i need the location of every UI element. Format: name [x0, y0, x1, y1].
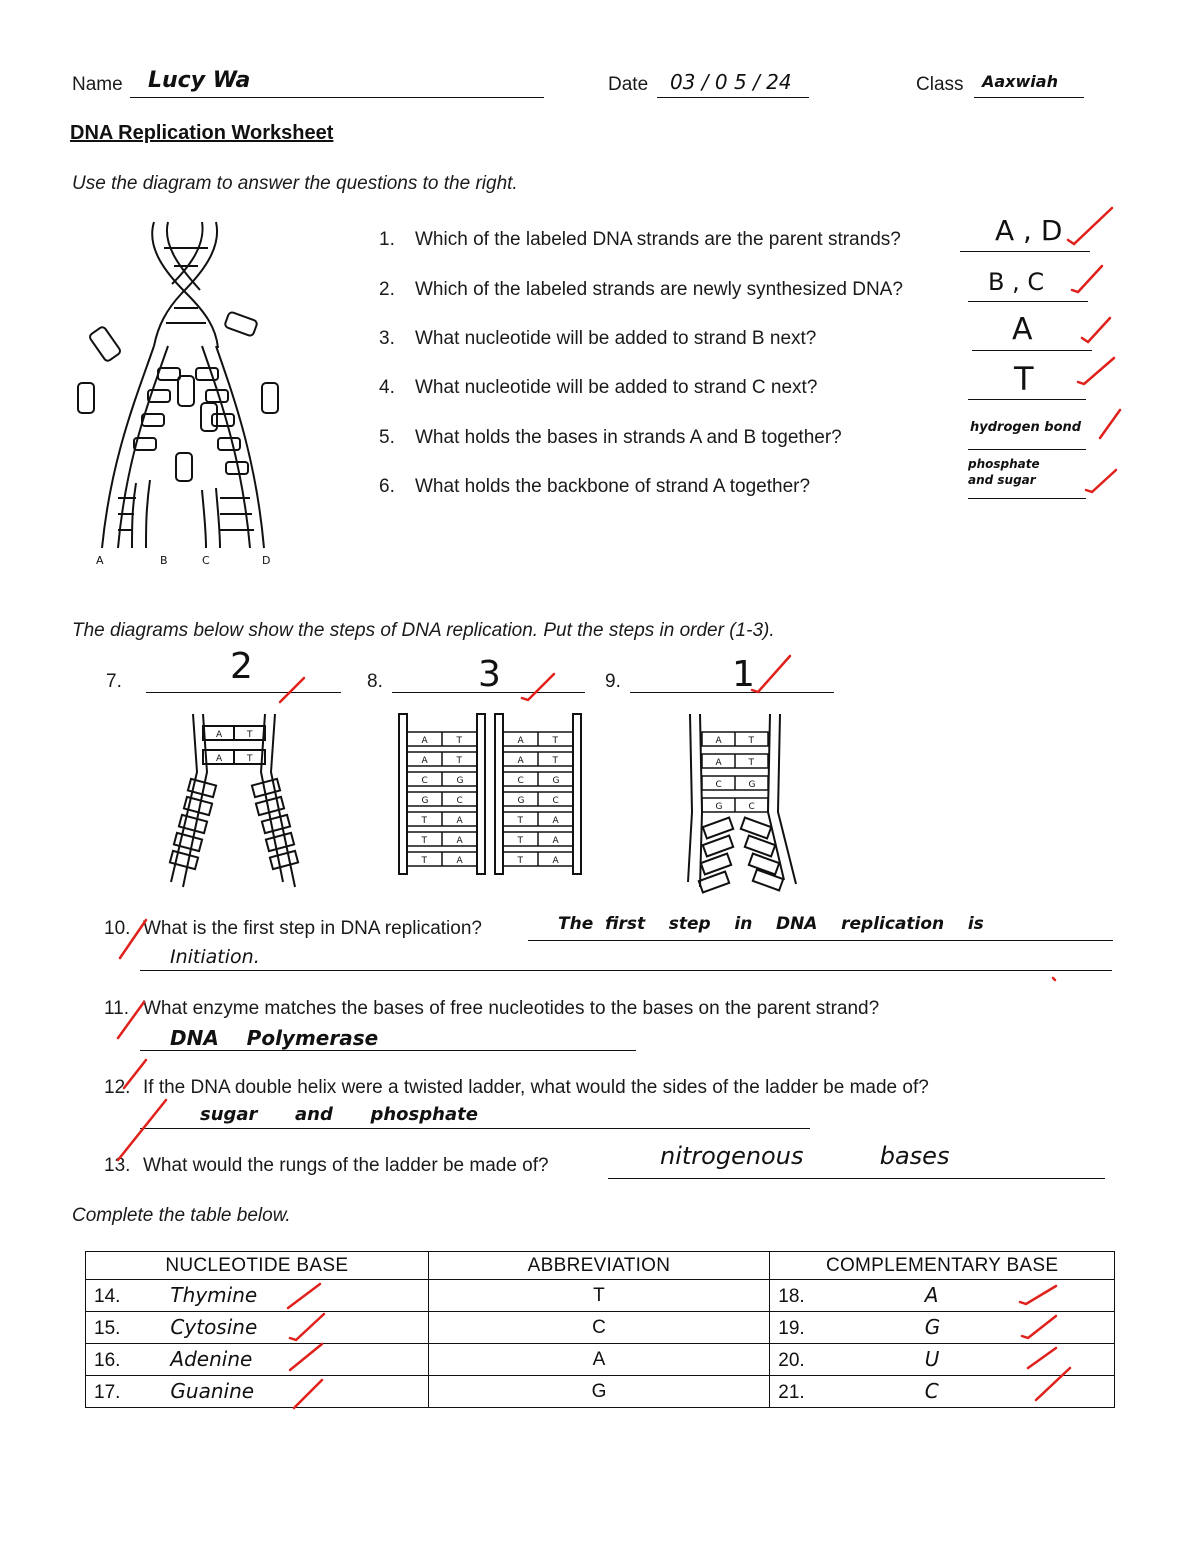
- answer-11[interactable]: DNA Polymerase: [170, 1026, 379, 1050]
- base-answer[interactable]: Guanine: [170, 1379, 255, 1403]
- question-number: 3.: [379, 328, 395, 349]
- answer-4[interactable]: T: [1014, 360, 1034, 398]
- step-7-answer[interactable]: 2: [230, 646, 253, 687]
- base-label: A: [216, 730, 223, 740]
- class-label: Class: [916, 74, 964, 95]
- date-label: Date: [608, 74, 649, 95]
- base-label: G: [715, 802, 723, 812]
- row-number: 18.: [778, 1286, 805, 1307]
- step-9-diagram: [686, 712, 816, 902]
- base-label: T: [552, 736, 558, 746]
- question-text: What nucleotide will be added to strand C next?: [415, 377, 818, 398]
- base-answer[interactable]: Cytosine: [170, 1315, 258, 1339]
- abbreviation: C: [428, 1312, 770, 1344]
- base-label: A: [517, 736, 524, 746]
- name-line: [130, 97, 544, 98]
- row-number: 20.: [778, 1350, 805, 1371]
- row-number: 14.: [94, 1286, 121, 1307]
- question-number: 10.: [104, 918, 131, 939]
- answer-1[interactable]: A , D: [995, 214, 1063, 247]
- base-label: A: [456, 816, 463, 826]
- answer-6[interactable]: phosphate and sugar: [968, 457, 1040, 487]
- table-header: ABBREVIATION: [428, 1252, 770, 1280]
- answer-2[interactable]: B , C: [988, 268, 1045, 296]
- question-text: What is the first step in DNA replication?: [143, 918, 482, 939]
- question-text: What holds the bases in strands A and B together?: [415, 427, 842, 448]
- abbreviation: T: [428, 1280, 770, 1312]
- answer-10-line-2[interactable]: Initiation.: [170, 946, 260, 968]
- base-label: G: [552, 776, 560, 786]
- base-label: C: [715, 780, 722, 790]
- row-number: 19.: [778, 1318, 805, 1339]
- base-label: A: [715, 758, 722, 768]
- base-label: A: [517, 756, 524, 766]
- base-label: C: [421, 776, 428, 786]
- base-label: A: [552, 816, 559, 826]
- step-9-answer[interactable]: 1: [732, 654, 755, 695]
- base-label: A: [715, 736, 722, 746]
- base-label: T: [552, 756, 558, 766]
- question-number: 5.: [379, 427, 395, 448]
- base-label: A: [456, 836, 463, 846]
- step-8-answer[interactable]: 3: [478, 654, 501, 695]
- question-text: What would the rungs of the ladder be made of?: [143, 1155, 549, 1176]
- question-text: What nucleotide will be added to strand B next?: [415, 328, 817, 349]
- question-number: 12.: [104, 1077, 131, 1098]
- date-value[interactable]: 03 / 0 5 / 24: [670, 70, 792, 94]
- base-label: T: [421, 836, 427, 846]
- strand-label-c: C: [202, 554, 210, 567]
- question-number: 13.: [104, 1155, 131, 1176]
- base-label: C: [456, 796, 463, 806]
- strand-label-d: D: [262, 554, 271, 567]
- row-number: 21.: [778, 1382, 805, 1403]
- base-label: T: [517, 816, 523, 826]
- question-text: Which of the labeled DNA strands are the parent strands?: [415, 229, 901, 250]
- instructions-table: Complete the table below.: [72, 1205, 291, 1226]
- instructions-steps: The diagrams below show the steps of DNA replication. Put the steps in order (1-3).: [72, 620, 775, 641]
- base-label: T: [456, 756, 462, 766]
- strand-label-b: B: [160, 554, 168, 567]
- question-number: 11.: [104, 998, 130, 1019]
- class-line: [974, 97, 1084, 98]
- step-number: 7.: [106, 671, 122, 692]
- answer-10-line-1[interactable]: The first step in DNA replication is: [558, 914, 984, 934]
- grading-marks-table: [280, 1278, 1080, 1418]
- table-header: NUCLEOTIDE BASE: [86, 1252, 429, 1280]
- question-text: What enzyme matches the bases of free nucleotides to the bases on the parent strand?: [143, 998, 880, 1019]
- grading-marks-top: [1060, 200, 1130, 510]
- table-header: COMPLEMENTARY BASE: [770, 1252, 1115, 1280]
- base-label: A: [552, 836, 559, 846]
- question-text: Which of the labeled strands are newly synthesized DNA?: [415, 279, 903, 300]
- question-number: 2.: [379, 279, 395, 300]
- base-label: T: [748, 758, 754, 768]
- question-number: 1.: [379, 229, 395, 250]
- complement-answer[interactable]: G: [924, 1315, 941, 1339]
- question-number: 4.: [379, 377, 395, 398]
- class-value[interactable]: Aaxwiah: [982, 72, 1058, 91]
- base-answer[interactable]: Adenine: [170, 1347, 253, 1371]
- answer-12[interactable]: sugar and phosphate: [200, 1104, 478, 1125]
- complement-answer[interactable]: U: [924, 1347, 940, 1371]
- base-label: G: [517, 796, 525, 806]
- abbreviation: A: [428, 1344, 770, 1376]
- base-label: C: [517, 776, 524, 786]
- base-label: T: [421, 816, 427, 826]
- base-label: C: [552, 796, 559, 806]
- replication-fork-diagram: [66, 218, 301, 570]
- answer-3[interactable]: A: [1012, 312, 1033, 347]
- answer-13[interactable]: nitrogenous bases: [660, 1142, 950, 1170]
- instructions-diagram: Use the diagram to answer the questions to the right.: [72, 173, 518, 194]
- base-label: T: [517, 856, 523, 866]
- base-label: T: [247, 730, 253, 740]
- answer-line: [608, 1178, 1105, 1179]
- base-label: T: [748, 736, 754, 746]
- step-7-diagram: [163, 712, 313, 902]
- abbreviation: G: [428, 1376, 770, 1408]
- grading-marks-bottom: [110, 910, 1120, 1170]
- row-number: 15.: [94, 1318, 121, 1339]
- base-label: A: [421, 756, 428, 766]
- base-label: G: [421, 796, 429, 806]
- complement-answer[interactable]: A: [924, 1283, 939, 1307]
- base-label: A: [421, 736, 428, 746]
- base-answer[interactable]: Thymine: [170, 1283, 258, 1307]
- row-number: 17.: [94, 1382, 121, 1403]
- base-label: A: [216, 754, 223, 764]
- strand-label-a: A: [96, 554, 104, 567]
- worksheet-title: DNA Replication Worksheet: [70, 122, 334, 144]
- base-label: A: [552, 856, 559, 866]
- question-number: 6.: [379, 476, 395, 497]
- answer-5[interactable]: hydrogen bond: [970, 420, 1082, 435]
- base-label: T: [456, 736, 462, 746]
- step-number: 8.: [367, 671, 383, 692]
- row-number: 16.: [94, 1350, 121, 1371]
- question-text: If the DNA double helix were a twisted ladder, what would the sides of the ladder be made of?: [143, 1077, 929, 1098]
- step-number: 9.: [605, 671, 621, 692]
- base-label: C: [748, 802, 755, 812]
- step-8-diagram: [397, 712, 587, 882]
- date-line: [657, 97, 809, 98]
- complement-answer[interactable]: C: [924, 1379, 939, 1403]
- base-label: T: [517, 836, 523, 846]
- base-label: G: [748, 780, 756, 790]
- base-label: T: [421, 856, 427, 866]
- question-text: What holds the backbone of strand A together?: [415, 476, 811, 497]
- name-label: Name: [72, 74, 123, 95]
- base-label: A: [456, 856, 463, 866]
- name-value[interactable]: Lucy Wa: [148, 68, 251, 93]
- grading-marks-steps: [270, 650, 800, 710]
- base-label: T: [247, 754, 253, 764]
- base-label: G: [456, 776, 464, 786]
